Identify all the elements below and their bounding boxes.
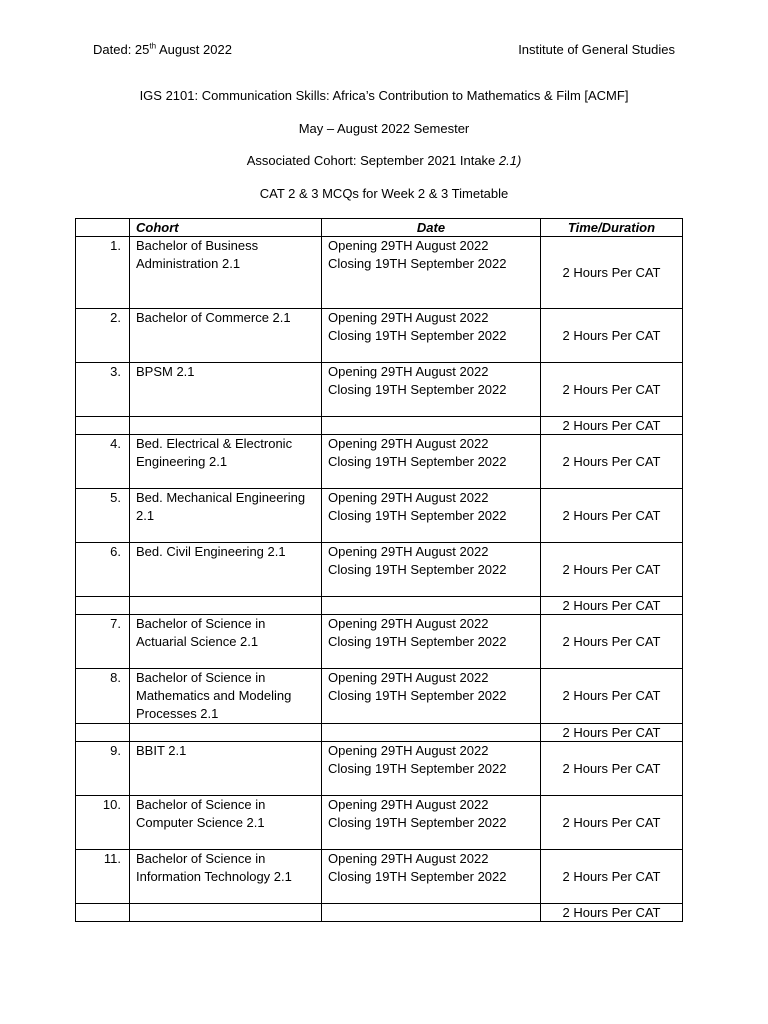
dated-prefix: Dated: 25	[93, 42, 150, 57]
row-number	[76, 724, 130, 742]
closing-date: Closing 19TH September 2022	[328, 688, 507, 703]
row-number: 4.	[76, 435, 130, 489]
opening-date: Opening 29TH August 2022	[328, 743, 489, 758]
row-number: 5.	[76, 489, 130, 543]
row-number	[76, 904, 130, 922]
table-row-extra	[76, 904, 683, 922]
row-number	[76, 417, 130, 435]
cohort-cell: Bachelor of Science in Computer Science 2.1	[130, 796, 322, 850]
table-row	[76, 363, 683, 417]
cohort-cell	[130, 724, 322, 742]
table-row-extra	[76, 597, 683, 615]
time-duration-cell: 2 Hours Per CAT	[541, 489, 683, 543]
cohort-cell: Bed. Mechanical Engineering 2.1	[130, 489, 322, 543]
table-row	[76, 309, 683, 363]
cohort-cell: Bachelor of Commerce 2.1	[130, 309, 322, 363]
table-row	[76, 435, 683, 489]
opening-date: Opening 29TH August 2022	[328, 851, 489, 866]
cohort-cell: BPSM 2.1	[130, 363, 322, 417]
time-duration-cell: 2 Hours Per CAT	[541, 363, 683, 417]
semester-title: May – August 2022 Semester	[298, 121, 470, 136]
timetable-title: CAT 2 & 3 MCQs for Week 2 & 3 Timetable	[259, 186, 509, 201]
time-duration-cell: 2 Hours Per CAT	[541, 309, 683, 363]
dated-line	[93, 42, 232, 57]
cohort-cell	[130, 417, 322, 435]
time-duration-cell: 2 Hours Per CAT	[541, 417, 683, 435]
opening-date: Opening 29TH August 2022	[328, 436, 489, 451]
closing-date: Closing 19TH September 2022	[328, 508, 507, 523]
opening-date: Opening 29TH August 2022	[328, 238, 489, 253]
date-cell	[322, 435, 541, 489]
date-cell	[322, 417, 541, 435]
date-cell	[322, 615, 541, 669]
row-number: 2.	[76, 309, 130, 363]
date-cell	[322, 724, 541, 742]
table-row	[76, 850, 683, 904]
dated-superscript: th	[149, 41, 157, 51]
closing-date: Closing 19TH September 2022	[328, 562, 507, 577]
cohort-cell	[130, 904, 322, 922]
time-duration-cell: 2 Hours Per CAT	[541, 237, 683, 309]
closing-date: Closing 19TH September 2022	[328, 869, 507, 884]
cohort-title	[0, 153, 768, 168]
date-cell	[322, 237, 541, 309]
closing-date: Closing 19TH September 2022	[328, 454, 507, 469]
closing-date: Closing 19TH September 2022	[328, 256, 507, 271]
table-row	[76, 543, 683, 597]
closing-date: Closing 19TH September 2022	[328, 634, 507, 649]
date-cell	[322, 597, 541, 615]
row-number: 3.	[76, 363, 130, 417]
header-date: Date	[322, 219, 541, 237]
header-cohort: Cohort	[130, 219, 322, 237]
date-cell	[322, 742, 541, 796]
cohort-title-text: Associated Cohort: September 2021 Intake	[246, 153, 499, 168]
table-row	[76, 796, 683, 850]
row-number	[76, 597, 130, 615]
date-cell	[322, 363, 541, 417]
course-title: IGS 2101: Communication Skills: Africa’s Contribution to Mathematics & Film [ACMF]	[139, 88, 629, 103]
row-number: 9.	[76, 742, 130, 796]
table-header-row	[76, 219, 683, 237]
opening-date: Opening 29TH August 2022	[328, 490, 489, 505]
opening-date: Opening 29TH August 2022	[328, 544, 489, 559]
table-row	[76, 615, 683, 669]
institute-name: Institute of General Studies	[518, 42, 675, 57]
date-cell	[322, 796, 541, 850]
cohort-cell: Bed. Electrical & Electronic Engineering 2.1	[130, 435, 322, 489]
time-duration-cell: 2 Hours Per CAT	[541, 615, 683, 669]
table-row	[76, 489, 683, 543]
date-cell	[322, 309, 541, 363]
cohort-cell: Bachelor of Business Administration 2.1	[130, 237, 322, 309]
row-number: 6.	[76, 543, 130, 597]
closing-date: Closing 19TH September 2022	[328, 328, 507, 343]
table-row-extra	[76, 724, 683, 742]
date-cell	[322, 904, 541, 922]
opening-date: Opening 29TH August 2022	[328, 616, 489, 631]
cohort-cell: Bachelor of Science in Mathematics and Modeling Processes 2.1	[130, 669, 322, 724]
timetable	[75, 218, 683, 922]
opening-date: Opening 29TH August 2022	[328, 797, 489, 812]
date-cell	[322, 669, 541, 724]
time-duration-cell: 2 Hours Per CAT	[541, 796, 683, 850]
time-duration-cell: 2 Hours Per CAT	[541, 850, 683, 904]
time-duration-cell: 2 Hours Per CAT	[541, 435, 683, 489]
closing-date: Closing 19TH September 2022	[328, 815, 507, 830]
opening-date: Opening 29TH August 2022	[328, 670, 489, 685]
row-number: 11.	[76, 850, 130, 904]
cohort-cell: Bachelor of Science in Actuarial Science 2.1	[130, 615, 322, 669]
table-row	[76, 237, 683, 309]
time-duration-cell: 2 Hours Per CAT	[541, 597, 683, 615]
row-number: 1.	[76, 237, 130, 309]
closing-date: Closing 19TH September 2022	[328, 382, 507, 397]
date-cell	[322, 850, 541, 904]
table-row	[76, 669, 683, 724]
row-number: 7.	[76, 615, 130, 669]
table-body	[76, 237, 683, 922]
dated-suffix: August 2022	[156, 42, 232, 57]
row-number: 8.	[76, 669, 130, 724]
time-duration-cell: 2 Hours Per CAT	[541, 904, 683, 922]
cohort-title-italic: 2.1)	[498, 153, 522, 168]
row-number: 10.	[76, 796, 130, 850]
opening-date: Opening 29TH August 2022	[328, 364, 489, 379]
cohort-cell: Bed. Civil Engineering 2.1	[130, 543, 322, 597]
date-cell	[322, 543, 541, 597]
cohort-cell: BBIT 2.1	[130, 742, 322, 796]
table-row	[76, 742, 683, 796]
header-number	[76, 219, 130, 237]
cohort-cell	[130, 597, 322, 615]
time-duration-cell: 2 Hours Per CAT	[541, 669, 683, 724]
time-duration-cell: 2 Hours Per CAT	[541, 742, 683, 796]
date-cell	[322, 489, 541, 543]
header-time-duration: Time/Duration	[541, 219, 683, 237]
time-duration-cell: 2 Hours Per CAT	[541, 724, 683, 742]
cohort-cell: Bachelor of Science in Information Technology 2.1	[130, 850, 322, 904]
opening-date: Opening 29TH August 2022	[328, 310, 489, 325]
time-duration-cell: 2 Hours Per CAT	[541, 543, 683, 597]
closing-date: Closing 19TH September 2022	[328, 761, 507, 776]
table-row-extra	[76, 417, 683, 435]
